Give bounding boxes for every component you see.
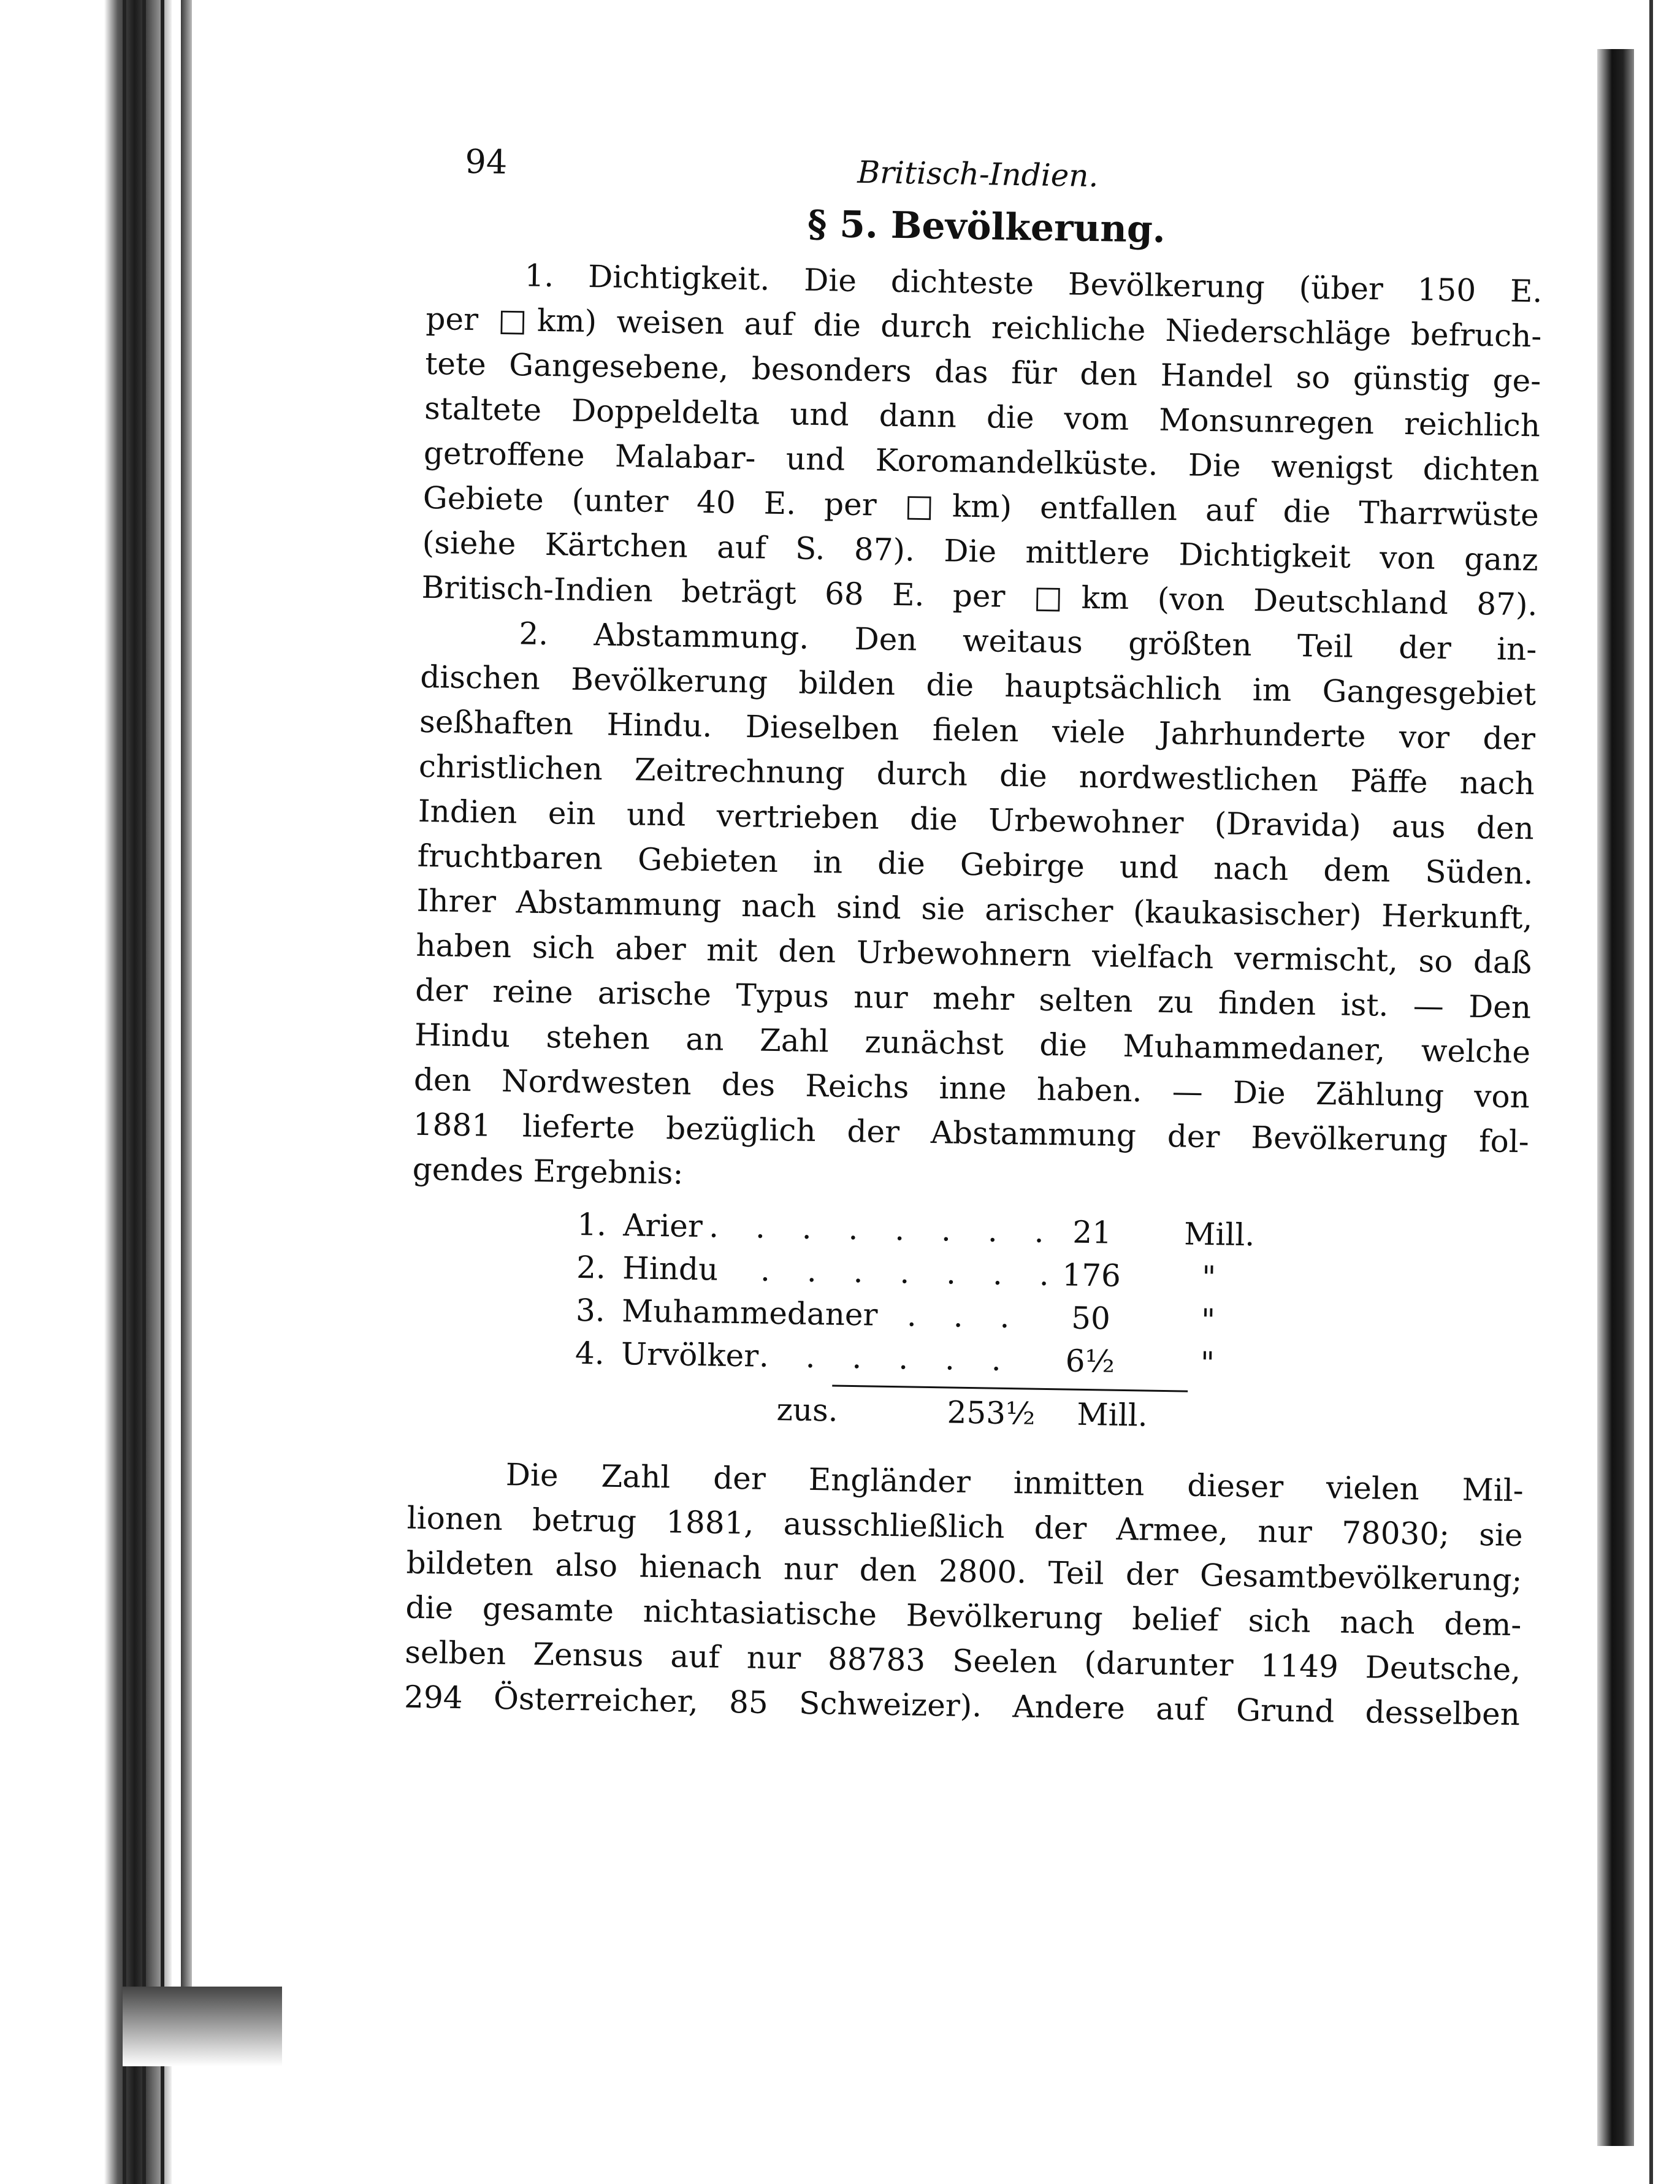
text-line: getroffene Malabar- und Koromandelküste. Die wenigst dichten	[423, 435, 1540, 489]
leader-dots: . . . . . . . .	[708, 1208, 1058, 1250]
text-line: 1. Dichtigkeit. Die dichteste Bevölkerung (über 150 E.	[524, 258, 1543, 310]
text-line: Britisch-Indien beträgt 68 E. per □km (von Deutschland 87).	[421, 569, 1538, 623]
running-head: Britisch-Indien.	[857, 154, 1099, 194]
text-line: gendes Ergebnis:	[412, 1151, 684, 1191]
text-line: Ihrer Abstammung nach sind sie arischer (kaukasischer) Herkunft,	[416, 882, 1533, 936]
leader-dots: . . . . . .	[758, 1338, 1015, 1378]
text-line: (siehe Kärtchen auf S. 87). Die mittlere Dichtigkeit von ganz	[422, 524, 1539, 578]
row-label: Hindu	[622, 1250, 719, 1288]
scan-right-edge	[1597, 49, 1634, 2146]
text-line: Die Zahl der Engländer inmitten dieser vielen Mil-	[505, 1457, 1524, 1509]
text-line: fruchtbaren Gebieten in die Gebirge und nach dem Süden.	[417, 838, 1533, 892]
row-value: 176	[1061, 1257, 1121, 1294]
row-value: 6½	[1065, 1343, 1115, 1380]
page-bottom-shade	[123, 1987, 282, 2066]
row-value: 21	[1072, 1214, 1112, 1251]
text-line: 294 Österreicher, 85 Schweizer). Andere auf Grund desselben	[403, 1679, 1521, 1733]
text-line: christlichen Zeitrechnung durch die nordwestlichen Päffe nach	[418, 748, 1535, 802]
page-number: 94	[465, 142, 508, 181]
text-line: der reine arische Typus nur mehr selten zu finden ist. — Den	[414, 972, 1532, 1026]
scan-right-edge-line	[1649, 0, 1653, 2184]
total-unit: Mill.	[1077, 1396, 1148, 1434]
row-unit: "	[1200, 1345, 1215, 1381]
text-line: tete Gangesebene, besonders das für den Handel so günstig ge-	[424, 345, 1541, 399]
text-line: 2. Abstammung. Den weitaus größten Teil der in-	[519, 616, 1537, 668]
text-line: Indien ein und vertrieben die Urbewohner (Dravida) aus den	[418, 793, 1535, 847]
row-number: 2.	[576, 1249, 606, 1286]
page-edge-left	[181, 0, 192, 1987]
text-line: staltete Doppeldelta und dann die vom Monsunregen reichlich	[424, 390, 1541, 444]
row-unit: Mill.	[1183, 1216, 1255, 1253]
row-unit: "	[1201, 1259, 1216, 1296]
text-line: Gebiete (unter 40 E. per □km) entfallen auf die Tharrwüste	[422, 479, 1540, 533]
row-label: Arier	[622, 1207, 703, 1245]
text-line: seßhaften Hindu. Dieselben fielen viele Jahrhunderte vor der	[419, 703, 1536, 757]
leader-dots: . . .	[906, 1297, 1023, 1335]
text-line: den Nordwesten des Reichs inne haben. — Die Zählung von	[413, 1061, 1530, 1115]
paragraph-density	[384, 251, 1543, 627]
text-line: lionen betrug 1881, ausschließlich der Armee, nur 78030; sie	[407, 1500, 1524, 1554]
row-value: 50	[1071, 1300, 1111, 1337]
text-line: Hindu stehen an Zahl zunächst die Muhammedaner, welche	[414, 1017, 1531, 1071]
leader-dots: . . . . . . .	[760, 1252, 1063, 1293]
paragraph-descent	[375, 609, 1537, 1209]
row-label: Muhammedaner	[621, 1293, 878, 1333]
text-line: 1881 lieferte bezüglich der Abstammung der Bevölkerung fol-	[413, 1106, 1530, 1160]
gutter-line	[123, 0, 126, 2184]
total-value: 253½	[947, 1394, 1036, 1432]
row-number: 3.	[575, 1292, 606, 1329]
row-number: 1.	[576, 1206, 607, 1243]
gutter-line	[161, 0, 164, 2184]
section-title: § 5. Bevölkerung.	[807, 202, 1166, 251]
text-line: selben Zensus auf nur 88783 Seelen (darunter 1149 Deutsche,	[404, 1634, 1521, 1688]
row-label: Urvölker	[620, 1336, 759, 1374]
row-unit: "	[1201, 1302, 1216, 1338]
text-line: per □km) weisen auf die durch reichliche Niederschläge befruch-	[426, 300, 1542, 354]
paragraph-english	[367, 1451, 1524, 1737]
gutter-line	[142, 0, 146, 2184]
text-line: bildeten also hienach nur den 2800. Teil der Gesamtbevölkerung;	[406, 1544, 1522, 1598]
population-table	[574, 1207, 1283, 1443]
text-line: dischen Bevölkerung bilden die hauptsächlich im Gangesgebiet	[419, 659, 1537, 712]
total-label: zus.	[776, 1392, 839, 1429]
text-line: haben sich aber mit den Urbewohnern vielfach vermischt, so daß	[416, 927, 1532, 981]
book-page	[364, 104, 1545, 1937]
row-number: 4.	[575, 1335, 605, 1372]
text-line: die gesamte nichtasiatische Bevölkerung belief sich nach dem-	[405, 1589, 1522, 1643]
